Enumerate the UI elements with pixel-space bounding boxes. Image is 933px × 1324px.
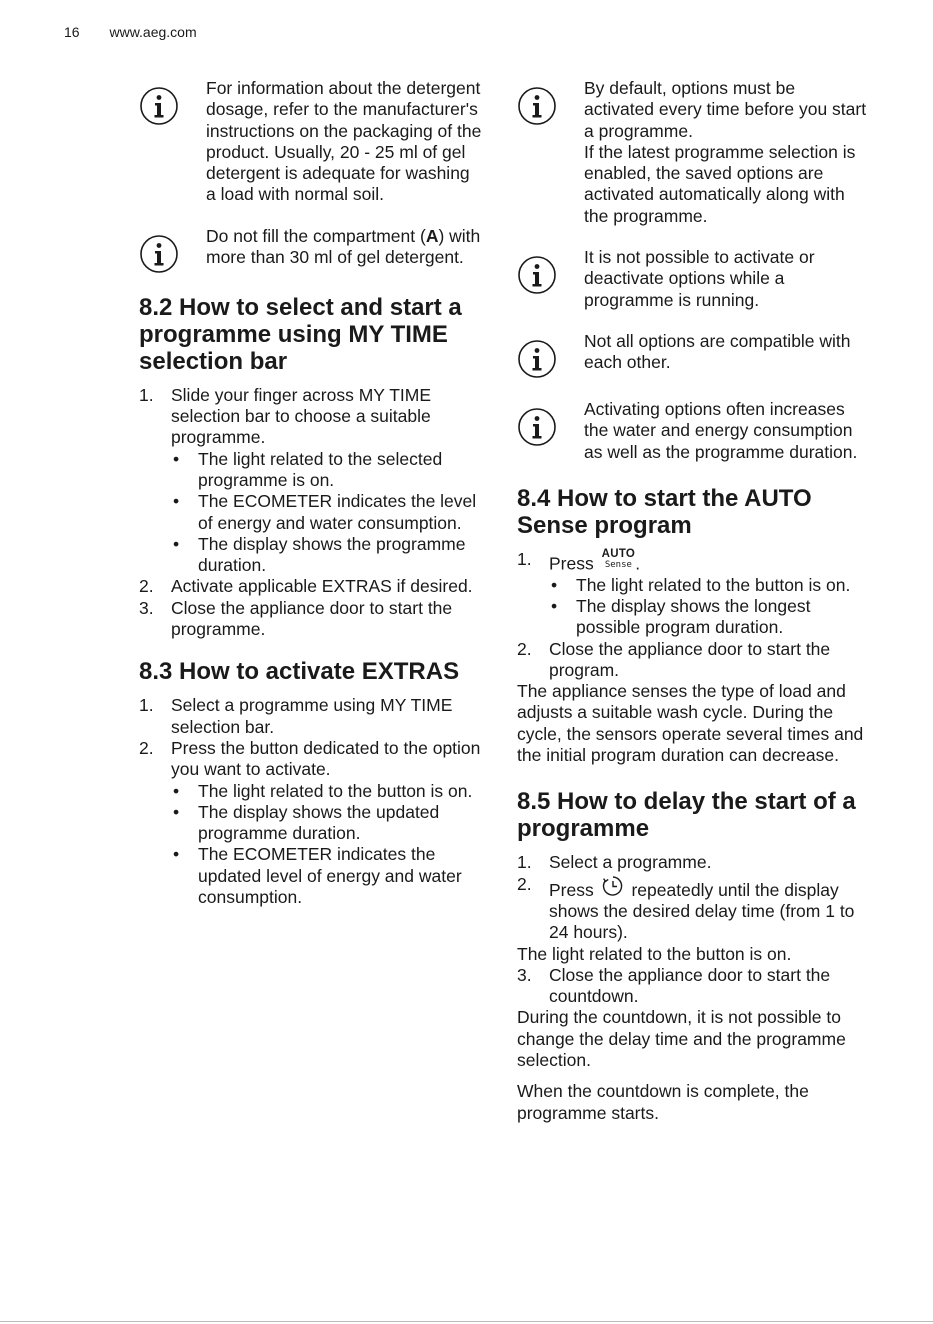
note-text: Not all options are compatible with each other. <box>584 330 851 373</box>
page-number: 16 <box>64 24 80 40</box>
auto-sense-description: The appliance senses the type of load and adjusts a suitable wash cycle. During the cycle, the sensors operate several times and the initial program duration can decrease. <box>517 681 864 766</box>
step-item <box>139 576 484 597</box>
step-text: Activate applicable EXTRAS if desired. <box>171 576 473 597</box>
info-note-default-options <box>517 78 867 227</box>
step-text: repeatedly until the display shows the desired delay time (from 1 to 24 hours). <box>549 879 855 943</box>
step-text: Press <box>549 553 594 574</box>
step-item <box>517 852 867 873</box>
step-bullets <box>171 449 484 577</box>
delay-clock-icon <box>601 874 625 898</box>
step-number: 2. <box>517 873 532 894</box>
note-text <box>206 226 484 269</box>
step-number: 1. <box>139 695 154 716</box>
step-number: 2. <box>139 737 154 758</box>
section-8-2-heading: 8.2 How to select and start a programme using MY TIME selection bar <box>139 293 462 375</box>
info-note-detergent-dosage <box>139 78 484 206</box>
bullet-item: • The ECOMETER indicates the updated level of energy and water consumption. <box>171 844 484 908</box>
auto-sense-icon-line1: AUTO <box>601 547 636 560</box>
bullet-item: • The light related to the button is on. <box>171 781 484 802</box>
step-item <box>139 385 484 577</box>
info-icon <box>139 226 206 274</box>
step-text: Close the appliance door to start the countdown. <box>549 964 831 1007</box>
step-number: 3. <box>517 964 532 985</box>
step-item <box>139 598 484 641</box>
website-url[interactable]: www.aeg.com <box>109 24 197 40</box>
page-header <box>64 24 197 40</box>
step-number: 2. <box>517 638 532 659</box>
section-8-2-steps <box>139 385 484 641</box>
bullet-item: • The display shows the longest possible program duration. <box>549 596 867 639</box>
info-note-options-while-running <box>517 247 867 311</box>
info-note-compatibility <box>517 331 867 379</box>
compartment-label: A <box>425 225 439 246</box>
bullet-item: • The ECOMETER indicates the level of energy and water consumption. <box>171 491 484 534</box>
step-item <box>517 549 867 639</box>
left-column <box>139 78 484 908</box>
section-8-3-steps <box>139 695 484 908</box>
step-item <box>139 695 484 738</box>
step-item <box>517 639 867 682</box>
step-number: 1. <box>517 852 532 873</box>
page-bottom-rule <box>0 1321 933 1322</box>
countdown-note: During the countdown, it is not possible to change the delay time and the programme selection. <box>517 1007 846 1070</box>
countdown-complete-note: When the countdown is complete, the programme starts. <box>517 1081 809 1123</box>
bullet-item: • The light related to the selected programme is on. <box>171 449 484 492</box>
right-column <box>517 78 867 1124</box>
info-icon <box>517 78 584 126</box>
step-text: Press <box>549 879 594 900</box>
note-text-part: ) with more than 30 ml of gel detergent. <box>206 225 481 268</box>
note-text: It is not possible to activate or deactivate options while a programme is running. <box>584 247 815 310</box>
step-item <box>139 738 484 908</box>
step-text: . <box>635 553 641 574</box>
info-note-compartment-limit <box>139 226 484 274</box>
auto-sense-icon <box>602 549 636 571</box>
step-number: 1. <box>139 384 154 405</box>
note-text-part: Do not fill the compartment ( <box>206 225 426 246</box>
step-bullets <box>171 781 484 909</box>
bullet-item: • The display shows the updated programme duration. <box>171 802 484 845</box>
note-text: By default, options must be activated every time before you start a programme. <box>584 78 867 141</box>
step-text: Press the button dedicated to the option you want to activate. <box>171 737 481 780</box>
info-icon <box>517 331 584 379</box>
note-text: For information about the detergent dosage, refer to the manufacturer's instructions on the packaging of the product. Usually, 20 - 25 ml of gel detergent is adequate for washing a load with normal soil. <box>206 78 482 205</box>
info-icon <box>517 247 584 295</box>
bullet-item: • The display shows the programme duration. <box>171 534 484 577</box>
auto-sense-icon-line2: Sense <box>604 560 632 571</box>
step-text: Close the appliance door to start the programme. <box>171 597 453 640</box>
step-number: 2. <box>139 576 154 597</box>
note-text: If the latest programme selection is enabled, the saved options are activated automatically along with the programme. <box>584 141 856 226</box>
step-item <box>517 874 867 944</box>
section-8-5-heading: 8.5 How to delay the start of a programme <box>517 788 856 843</box>
step-item <box>517 965 867 1008</box>
info-note-consumption <box>517 399 867 463</box>
step-bullets <box>549 575 867 639</box>
step-text: Slide your finger across MY TIME selection bar to choose a suitable programme. <box>171 384 432 448</box>
section-8-5-steps <box>517 852 867 943</box>
note-text: Activating options often increases the water and energy consumption as well as the programme duration. <box>584 398 858 462</box>
delay-light-note: The light related to the button is on. <box>517 943 792 964</box>
step-text: Select a programme using MY TIME selection bar. <box>171 695 453 737</box>
section-8-3-heading: 8.3 How to activate EXTRAS <box>139 658 460 686</box>
step-text: Close the appliance door to start the program. <box>549 638 831 680</box>
section-8-4-heading: 8.4 How to start the AUTO Sense program <box>517 484 812 539</box>
bullet-item: • The light related to the button is on. <box>549 575 867 596</box>
info-icon <box>139 78 206 126</box>
step-number: 3. <box>139 597 154 618</box>
step-text: Select a programme. <box>549 852 712 873</box>
section-8-5-steps-continued <box>517 965 867 1008</box>
step-number: 1. <box>517 548 532 569</box>
info-icon <box>517 399 584 447</box>
section-8-4-steps <box>517 549 867 681</box>
